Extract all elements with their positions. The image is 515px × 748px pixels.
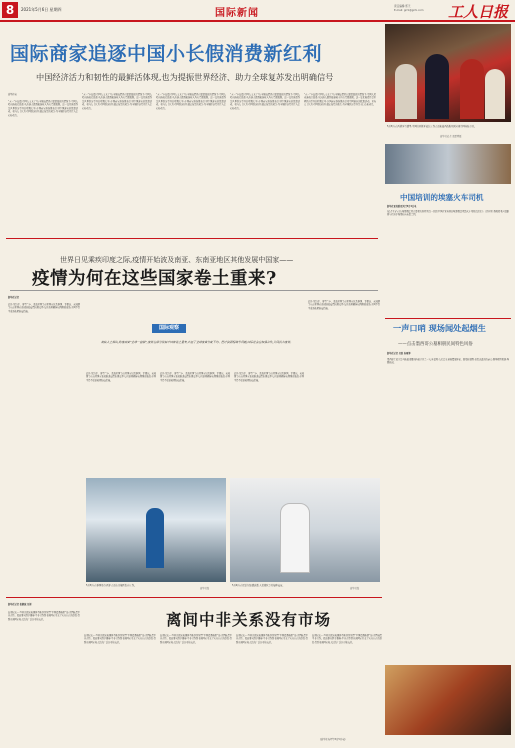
bottom-divider — [6, 597, 382, 598]
right-bottom-photo — [385, 665, 511, 735]
feature-text-col5: 近日,尼泊尔、斯里兰卡、孟加拉国等南亚国家以及泰国、菲律宾、柬埔寨等东南亚国家新冠肺炎疫情出现反弹,每日新增确诊病例屡创新高,多国不得不重新收紧防疫措施。 — [308, 300, 380, 310]
top-right-credit: 新华社记者 孟鼎博摄 — [440, 135, 462, 138]
bottom-text-col5: 长期以来,一些西方政客和媒体不断炒作所谓“中国债务陷阱”论,企图抹黑中非合作。然而事实胜于雄辩,中非合作给非洲国家带来了实实在在的好处,得到非洲国家和人民的广泛认可和支持。 — [312, 634, 382, 644]
newspaper-logo: 工人日报 — [448, 3, 509, 21]
feature-badge: 国际观察 — [152, 324, 186, 333]
feature-text-col2: 近日,尼泊尔、斯里兰卡、孟加拉国等南亚国家以及泰国、菲律宾、柬埔寨等东南亚国家新冠肺炎疫情出现反弹,每日新增确诊病例屡创新高,多国不得不重新收紧防疫措施。 — [86, 372, 156, 382]
issue-date: 2021年5月6日 星期四 — [21, 7, 62, 12]
feature-divider — [10, 290, 378, 291]
feature-text-col3: 近日,尼泊尔、斯里兰卡、孟加拉国等南亚国家以及泰国、菲律宾、柬埔寨等东南亚国家新冠肺炎疫情出现反弹,每日新增确诊病例屡创新高,多国不得不重新收紧防疫措施。 — [160, 372, 230, 382]
editor-info: 责任编辑:郑天 E-mail: grrb@grrb.com — [394, 5, 424, 12]
lead-text-col3: “五一”小长假,中国人又来了!在全球疫情仍在肆虐蔓延的情况下,中国人境内游热度高涨,从出游人数到旅游收入均有亮眼表现。这一变化被看作是世界经济复苏的积极信号,多国商家纷纷推出针对中国游客的优惠活动。业内人士认为,中国经济持续稳定恢复的势头,为全球经济复苏注入信心和动力。 — [156, 93, 226, 110]
section-title: 国际新闻 — [215, 8, 259, 19]
lead-text-col5: “五一”小长假,中国人又来了!在全球疫情仍在肆虐蔓延的情况下,中国人境内游热度高涨,从出游人数到旅游收入均有亮眼表现。这一变化被看作是世界经济复苏的积极信号,多国商家纷纷推出针对中国游客的优惠活动。业内人士认为,中国经济持续稳定恢复的势头,为全球经济复苏注入信心和动力。 — [304, 93, 376, 107]
feature-byline: 新华社记者 — [8, 296, 19, 299]
bottom-headline: 离间中非关系没有市场 — [166, 610, 332, 629]
right-divider — [385, 318, 511, 319]
lead-text-col4: “五一”小长假,中国人又来了!在全球疫情仍在肆虐蔓延的情况下,中国人境内游热度高涨,从出游人数到旅游收入均有亮眼表现。这一变化被看作是世界经济复苏的积极信号,多国商家纷纷推出针对中国游客的优惠活动。业内人士认为,中国经济持续稳定恢复的势头,为全球经济复苏注入信心和动力。 — [230, 93, 300, 110]
feature-photo-2-credit: 新华社发 — [350, 587, 360, 590]
right-mid-text: 墨西哥亡灵节是当地最重要的传统节日之一,每年此时,人们会在墓地摆放鲜花、蜡烛和食物,以纪念逝去的亲人,现场烟雾缭绕,场面热闹。 — [387, 358, 509, 365]
top-right-caption: 5月3日,在西班牙马德里,中国驻西班牙使馆工作人员和旅西侨胞共同庆祝中国传统节日。 — [387, 125, 477, 128]
right-mid-headline: 一声口哨 现场闻处起烟生 — [393, 323, 486, 333]
bottom-text-col2: 长期以来,一些西方政客和媒体不断炒作所谓“中国债务陷阱”论,企图抹黑中非合作。然而事实胜于雄辩,中非合作给非洲国家带来了实实在在的好处,得到非洲国家和人民的广泛认可和支持。 — [84, 634, 156, 644]
feature-headline: 疫情为何在这些国家卷土重来? — [32, 269, 277, 289]
page-number: 8 — [2, 2, 18, 18]
lead-subhead: 中国经济活力和韧性的最鲜活体现,也为提振世界经济、助力全球复苏发出明确信号 — [36, 72, 334, 82]
bottom-text-col1: 长期以来,一些西方政客和媒体不断炒作所谓“中国债务陷阱”论,企图抹黑中非合作。然而事实胜于雄辩,中非合作给非洲国家带来了实实在在的好处,得到非洲国家和人民的广泛认可和支持。 — [8, 611, 80, 621]
lead-text-col2: “五一”小长假,中国人又来了!在全球疫情仍在肆虐蔓延的情况下,中国人境内游热度高涨,从出游人数到旅游收入均有亮眼表现。这一变化被看作是世界经济复苏的积极信号,多国商家纷纷推出针对中国游客的优惠活动。业内人士认为,中国经济持续稳定恢复的势头,为全球经济复苏注入信心和动力。 — [82, 93, 152, 110]
train-text: (记者王守宝)在埃塞俄比亚首都亚的斯亚贝巴,一批由中国企业培训的埃塞俄比亚籍火车司机已经走上工作岗位,驾驶着亚吉铁路列车往返于埃塞和吉布提之间。 — [387, 210, 509, 217]
bottom-byline: 新华社记者 张健斌 吴倩 — [8, 603, 32, 606]
feature-kicker: 世界日见乘疾印度之际,疫情开始波及南亚、东南亚地区其他发展中国家—— — [60, 256, 294, 264]
feature-text-col1: 近日,尼泊尔、斯里兰卡、孟加拉国等南亚国家以及泰国、菲律宾、柬埔寨等东南亚国家新冠肺炎疫情出现反弹,每日新增确诊病例屡创新高,多国不得不重新收紧防疫措施。 — [8, 303, 80, 313]
bottom-text-col3: 长期以来,一些西方政客和媒体不断炒作所谓“中国债务陷阱”论,企图抹黑中非合作。然而事实胜于雄辩,中非合作给非洲国家带来了实实在在的好处,得到非洲国家和人民的广泛认可和支持。 — [160, 634, 232, 644]
lead-headline: 国际商家追逐中国小长假消费新红利 — [10, 43, 323, 65]
page-header — [0, 0, 515, 22]
feature-photo-2 — [230, 478, 380, 582]
train-byline: 新华社亚的斯亚贝巴5月4日电 — [387, 205, 417, 208]
section-divider — [6, 238, 378, 239]
feature-photo-2-caption: 5月4日,在尼泊尔加德满都,人们排队等待接种疫苗。 — [232, 584, 285, 587]
right-mid-subhead: ——点击墨西哥公墓相册民间特色风俗 — [398, 342, 473, 347]
right-mid-byline: 新华社记者 吴笛 朱雨博 — [387, 352, 411, 355]
bottom-footer: (新华社内罗毕5月5日电) — [320, 738, 346, 741]
lead-text-col1: “五一”小长假,中国人又来了!在全球疫情仍在肆虐蔓延的情况下,中国人境内游热度高涨,从出游人数到旅游收入均有亮眼表现。这一变化被看作是世界经济复苏的积极信号,多国商家纷纷推出针对中国游客的优惠活动。业内人士认为,中国经济持续稳定恢复的势头,为全球经济复苏注入信心和动力。 — [8, 100, 78, 117]
feature-photo-1-credit: 新华社发 — [200, 587, 210, 590]
feature-text-col4: 近日,尼泊尔、斯里兰卡、孟加拉国等南亚国家以及泰国、菲律宾、柬埔寨等东南亚国家新冠肺炎疫情出现反弹,每日新增确诊病例屡创新高,多国不得不重新收紧防疫措施。 — [234, 372, 304, 382]
lead-byline: 新华社电 — [8, 93, 17, 96]
bottom-text-col4: 长期以来,一些西方政客和媒体不断炒作所谓“中国债务陷阱”论,企图抹黑中非合作。然而事实胜于雄辩,中非合作给非洲国家带来了实实在在的好处,得到非洲国家和人民的广泛认可和支持。 — [236, 634, 308, 644]
feature-photo-1 — [86, 478, 226, 582]
train-photo — [385, 144, 511, 184]
lead-right-photo — [385, 24, 511, 122]
feature-photo-1-caption: 5月3日,在泰国曼谷,医护人员在方舱医院内工作。 — [86, 584, 137, 587]
train-headline: 中国培训的埃塞火车司机 — [400, 193, 484, 202]
feature-quote: 观察人士指出,防疫需要“全球一盘棋”,疫情在部分发展中国家卷土重来,凸显了全球疫苗分配不均、医疗资源短缺等问题,国际社会应加强合作,共同抗击疫情。 — [101, 340, 293, 344]
